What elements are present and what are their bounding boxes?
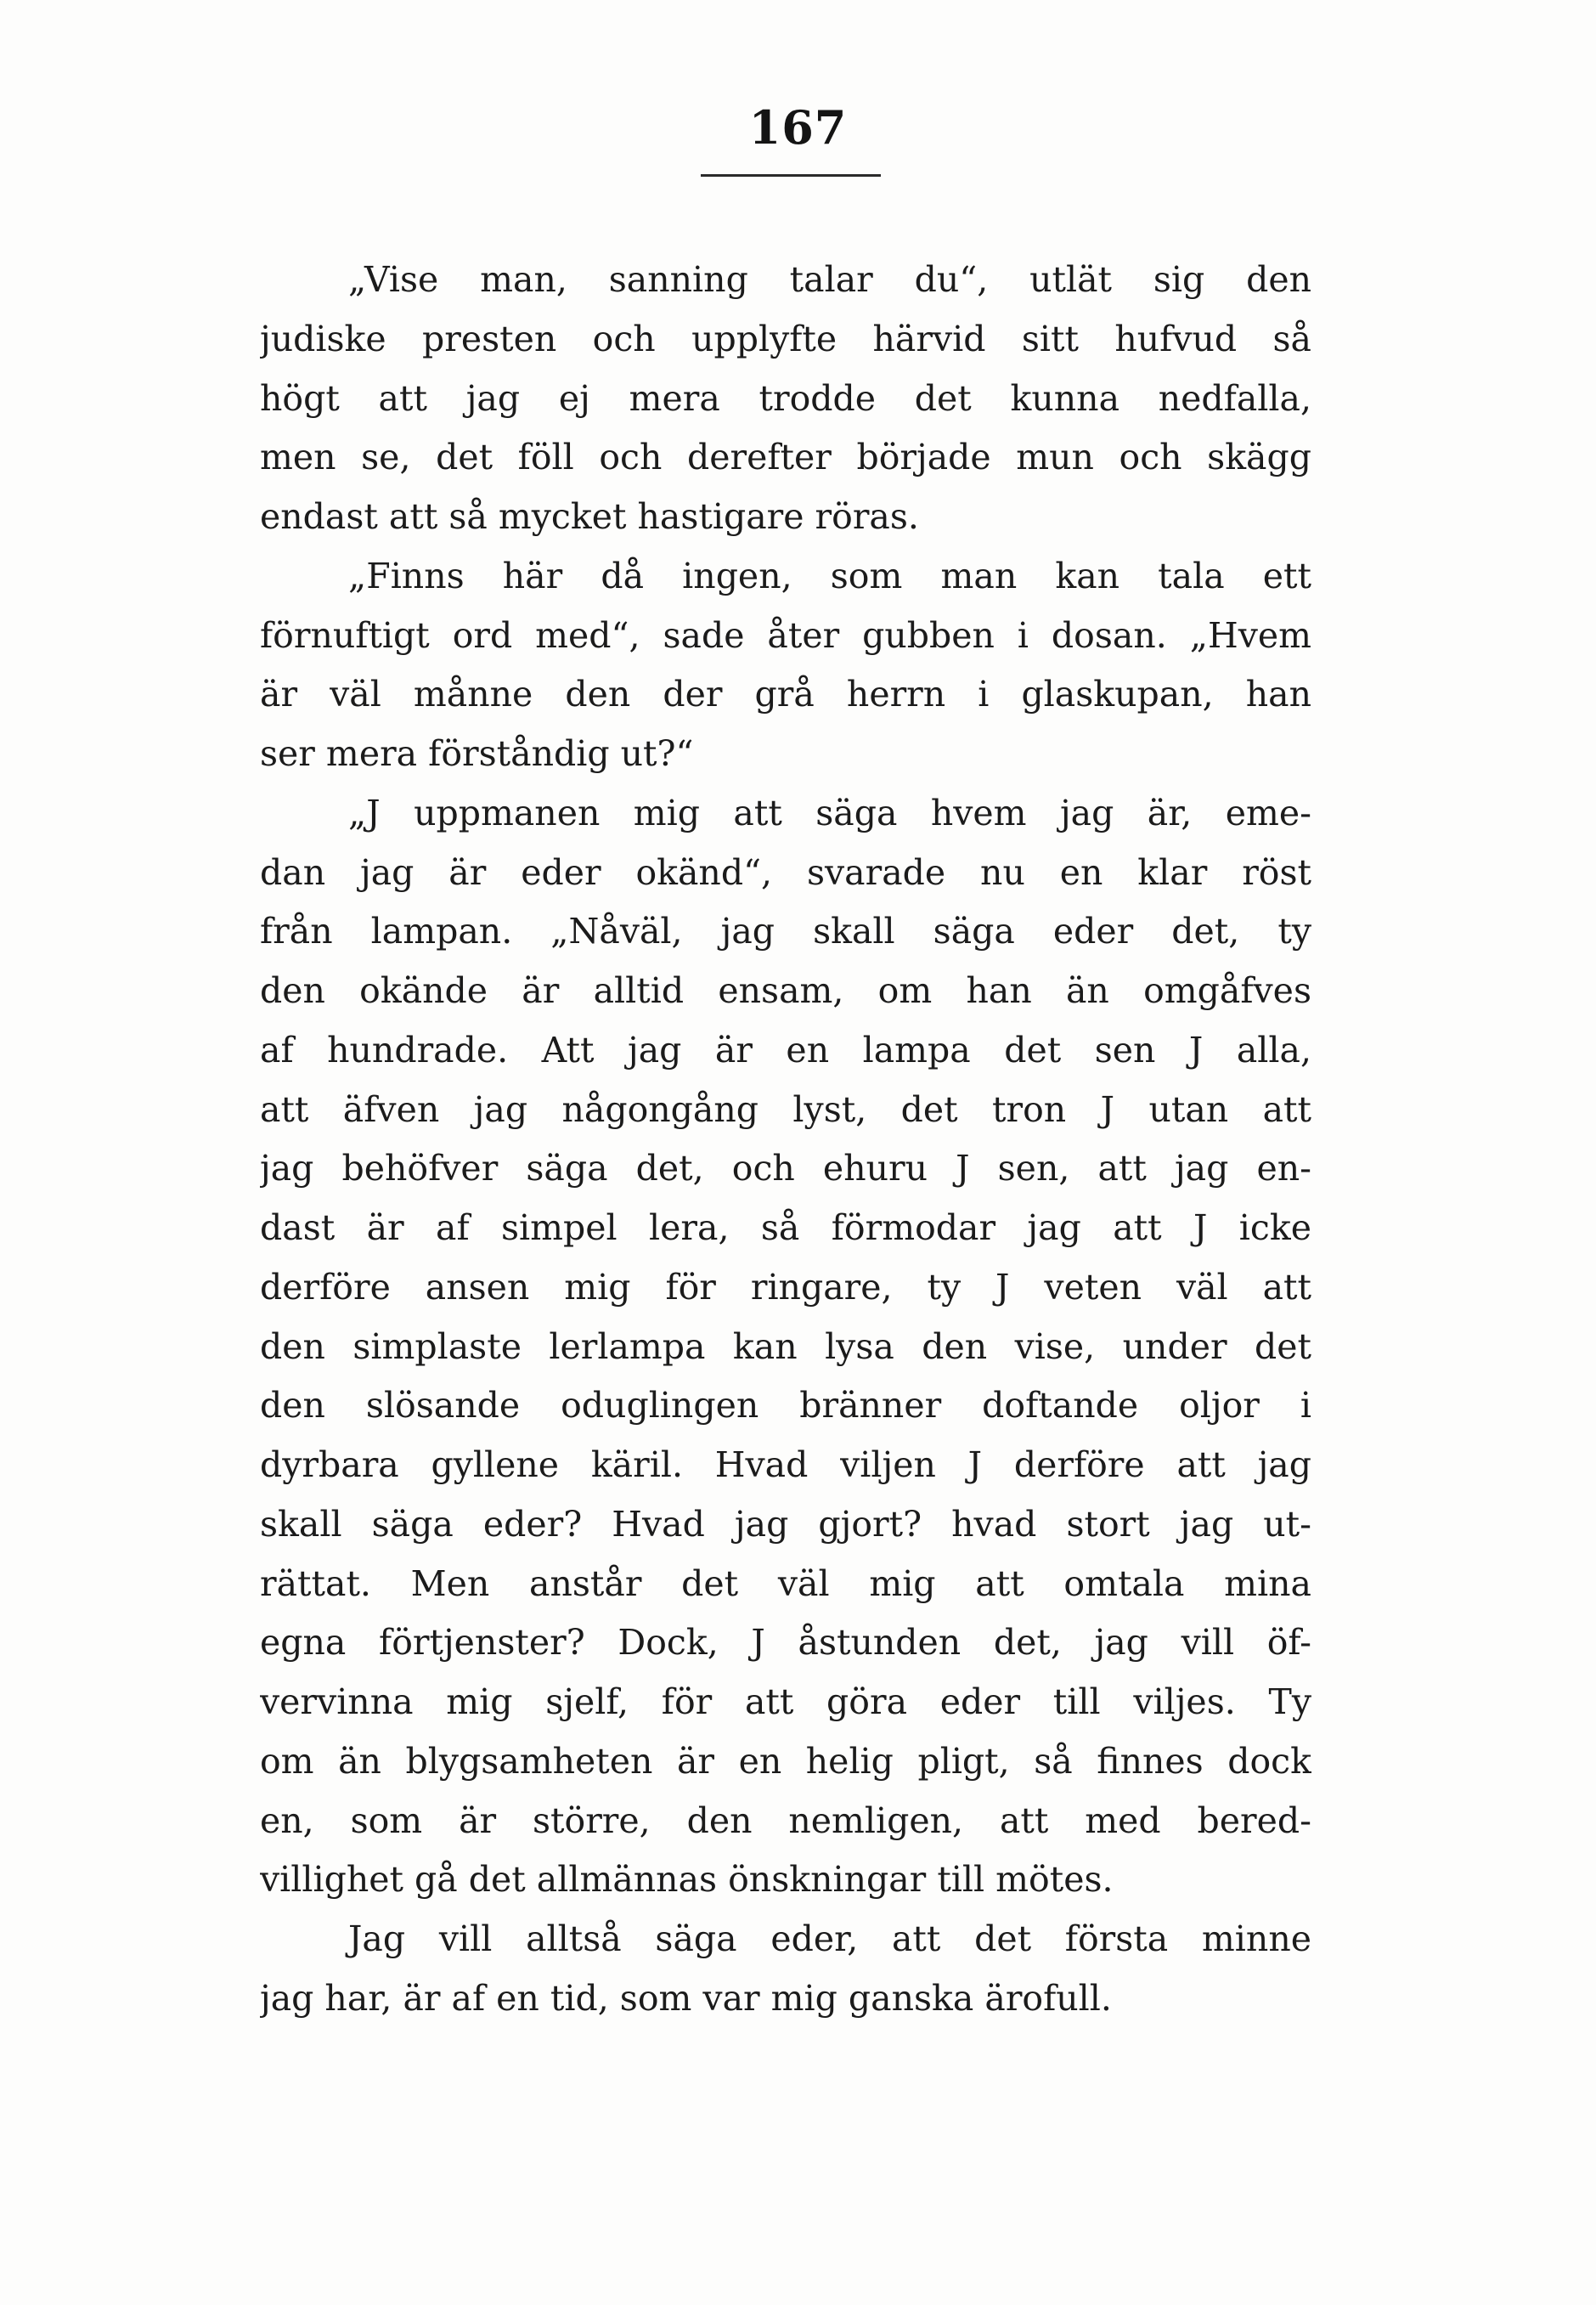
text-line: Jag vill alltså säga eder, att det första minne — [348, 1918, 1311, 1959]
text-line: jag behöfver säga det, och ehuru J sen, att jag en- — [260, 1148, 1311, 1189]
text-line: den simplaste lerlampa kan lysa den vise, under det — [260, 1325, 1311, 1367]
text-line: dan jag är eder okänd“, svarade nu en klar röst — [260, 851, 1311, 893]
text-line: judiske presten och upplyfte härvid sitt hufvud så — [260, 318, 1311, 359]
text-line: den okände är alltid ensam, om han än omgåfves — [260, 970, 1311, 1011]
page-number: 167 — [748, 100, 848, 155]
text-line: af hundrade. Att jag är en lampa det sen J alla, — [260, 1029, 1311, 1071]
text-line: dast är af simpel lera, så förmodar jag att J icke — [260, 1207, 1311, 1248]
text-line: villighet gå det allmännas önskningar till mötes. — [260, 1859, 1114, 1901]
text-line: derföre ansen mig för ringare, ty J veten väl att — [260, 1266, 1311, 1308]
text-line: egna förtjenster? Dock, J åstunden det, jag vill öf- — [260, 1622, 1311, 1664]
text-line: skall säga eder? Hvad jag gjort? hvad stort jag ut- — [260, 1503, 1311, 1545]
text-line: endast att så mycket hastigare röras. — [260, 496, 919, 537]
text-line: om än blygsamheten är en helig pligt, så finnes dock — [260, 1740, 1311, 1782]
text-line: „Vise man, sanning talar du“, utlät sig den — [348, 259, 1311, 300]
text-line: ser mera förståndig ut?“ — [260, 733, 694, 774]
text-line: högt att jag ej mera trodde det kunna nedfalla, — [260, 377, 1311, 419]
text-line: rättat. Men anstår det väl mig att omtala mina — [260, 1562, 1311, 1604]
body-text — [260, 251, 1311, 2029]
text-line: „Finns här då ingen, som man kan tala ett — [348, 555, 1311, 596]
text-line: är väl månne den der grå herrn i glaskupan, han — [260, 674, 1311, 715]
text-line: men se, det föll och derefter började mun och skägg — [260, 437, 1311, 478]
text-line: förnuftigt ord med“, sade åter gubben i dosan. „Hvem — [260, 614, 1311, 656]
text-line: från lampan. „Nåväl, jag skall säga eder det, ty — [260, 911, 1311, 952]
text-line: „J uppmanen mig att säga hvem jag är, eme- — [348, 792, 1311, 833]
text-line: den slösande oduglingen bränner doftande oljor i — [260, 1385, 1311, 1427]
text-line: en, som är större, den nemligen, att med bered- — [260, 1799, 1311, 1841]
header-rule — [701, 174, 881, 177]
text-line: jag har, är af en tid, som var mig ganska ärofull. — [260, 1977, 1112, 2019]
text-line: att äfven jag någongång lyst, det tron J utan att — [260, 1088, 1311, 1130]
text-line: dyrbara gyllene käril. Hvad viljen J derföre att jag — [260, 1444, 1311, 1485]
text-line: vervinna mig sjelf, för att göra eder till viljes. Ty — [260, 1681, 1311, 1722]
